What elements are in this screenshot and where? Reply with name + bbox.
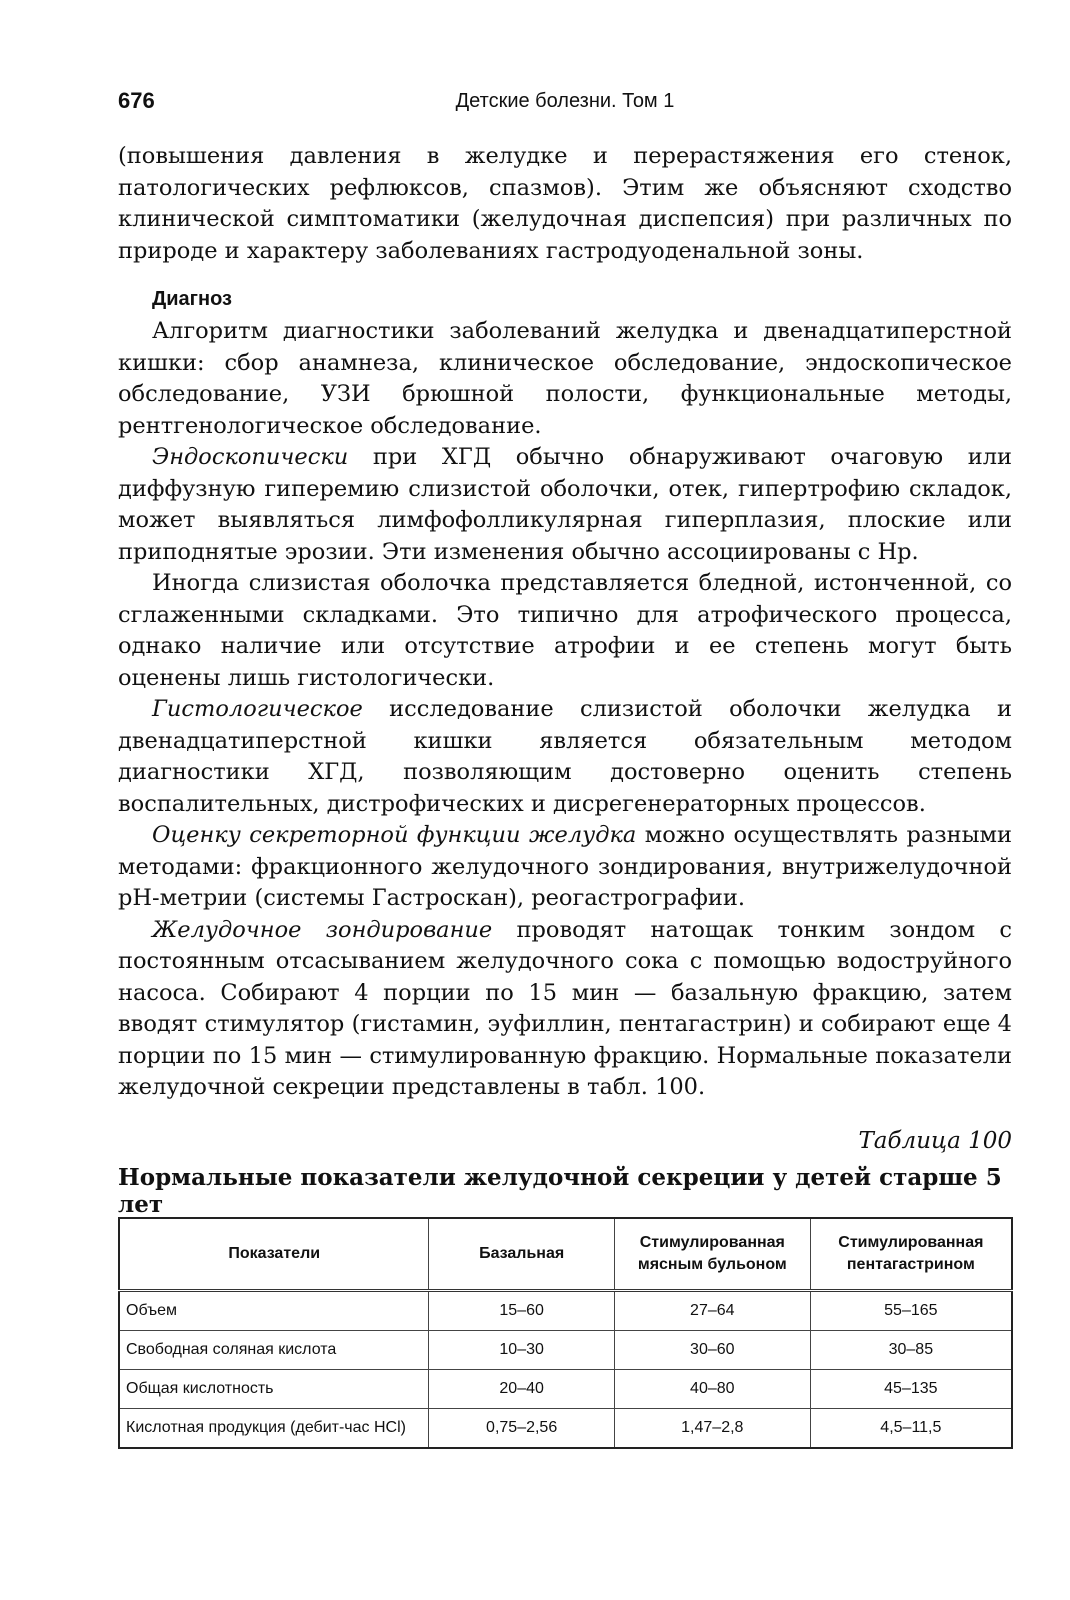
column-header: Базальная	[429, 1218, 615, 1291]
table-row	[119, 1331, 1012, 1370]
paragraph-histology	[118, 694, 1012, 820]
page-number: 676	[118, 88, 155, 113]
table-cell: Объем	[119, 1291, 429, 1331]
table-cell: 4,5–11,5	[810, 1409, 1012, 1449]
column-header: Показатели	[119, 1218, 429, 1291]
table-label: Таблица 100	[858, 1128, 1012, 1154]
table-cell: 15–60	[429, 1291, 615, 1331]
table-row	[119, 1370, 1012, 1409]
table-cell: 55–165	[810, 1291, 1012, 1331]
paragraph-text: можно осуществлять разными методами: фракционного желудочного зондирования, внутрижелудочной рН-метрии (системы Гастроскан), реогастрографии.	[118, 822, 1012, 911]
table-cell: 27–64	[614, 1291, 810, 1331]
table-cell: Общая кислотность	[119, 1370, 429, 1409]
table-cell: 0,75–2,56	[429, 1409, 615, 1449]
running-title: Детские болезни. Том 1	[455, 90, 675, 112]
italic-term: Гистологическое	[152, 696, 363, 722]
paragraph-probing	[118, 915, 1012, 1104]
italic-term: Оценку секреторной функции желудка	[152, 822, 637, 848]
page-header	[118, 88, 1012, 118]
table-row	[119, 1409, 1012, 1449]
paragraph-algorithm: Алгоритм диагностики заболеваний желудка и двенадцатиперстной кишки: сбор анамнеза, клиническое обследование, эндоскопическое обследование, УЗИ брюшной полости, функциональные методы, рентгенологическое обследование.	[118, 318, 1012, 439]
table-cell: 30–60	[614, 1331, 810, 1370]
italic-term: Желудочное зондирование	[152, 916, 493, 943]
table-cell: Свободная соляная кислота	[119, 1331, 429, 1370]
paragraph-text: проводят натощак тонким зондом с постоянным отсасыванием желудочного сока с помощью водоструйного насоса. Собирают 4 порции по 15 мин — базальную фракцию, затем вводят стимулятор (гистамин, эуфиллин, пентагастрин) и собирают еще 4 порции по 15 мин — стимулированную фракцию. Нормальные показатели желудочной секреции представлены в табл. 100.	[118, 916, 1012, 1100]
body-text	[118, 141, 1012, 1104]
paragraph-continuation: (повышения давления в желудке и перерастяжения его стенок, патологических рефлюксов, спазмов). Этим же объясняют сходство клинической симптоматики (желудочная диспепсия) при различных по природе и характеру заболеваниях гастродуоденальной зоны.	[118, 143, 1012, 264]
table-header-row	[119, 1218, 1012, 1291]
table-cell: 40–80	[614, 1370, 810, 1409]
column-header: Стимулированная пентагастрином	[810, 1218, 1012, 1291]
table-cell: 1,47–2,8	[614, 1409, 810, 1449]
italic-term: Эндоскопически	[152, 444, 349, 470]
table-cell: 10–30	[429, 1331, 615, 1370]
paragraph-text: исследование слизистой оболочки желудка и двенадцатиперстной кишки является обязательным методом диагностики ХГД, позволяющим достоверно оценить степень воспалительных, дистрофических и дисрегенераторных процессов.	[118, 696, 1012, 817]
column-header: Стимулированная мясным бульоном	[614, 1218, 810, 1291]
section-heading-diagnosis: Диагноз	[152, 288, 232, 310]
table-cell: 20–40	[429, 1370, 615, 1409]
table-cell: Кислотная продукция (дебит-час HCl)	[119, 1409, 429, 1449]
paragraph-atrophy: Иногда слизистая оболочка представляется бледной, истонченной, со сглаженными складками. Это типично для атрофического процесса, однако наличие или отсутствие атрофии и ее степень могут быть оценены лишь гистологически.	[118, 570, 1012, 691]
table-title: Нормальные показатели желудочной секреции у детей старше 5 лет	[118, 1164, 1002, 1218]
secretion-norms-table	[118, 1217, 1013, 1449]
paragraph-text: при ХГД обычно обнаруживают очаговую или диффузную гиперемию слизистой оболочки, отек, гипертрофию складок, может выявляться лимфофолликулярная гиперплазия, плоские или приподнятые эрозии. Эти изменения обычно ассоциированы с Нр.	[118, 444, 1012, 565]
paragraph-secretory	[118, 820, 1012, 915]
table-row	[119, 1291, 1012, 1331]
paragraph-endoscopy	[118, 442, 1012, 568]
table-cell: 30–85	[810, 1331, 1012, 1370]
table-cell: 45–135	[810, 1370, 1012, 1409]
